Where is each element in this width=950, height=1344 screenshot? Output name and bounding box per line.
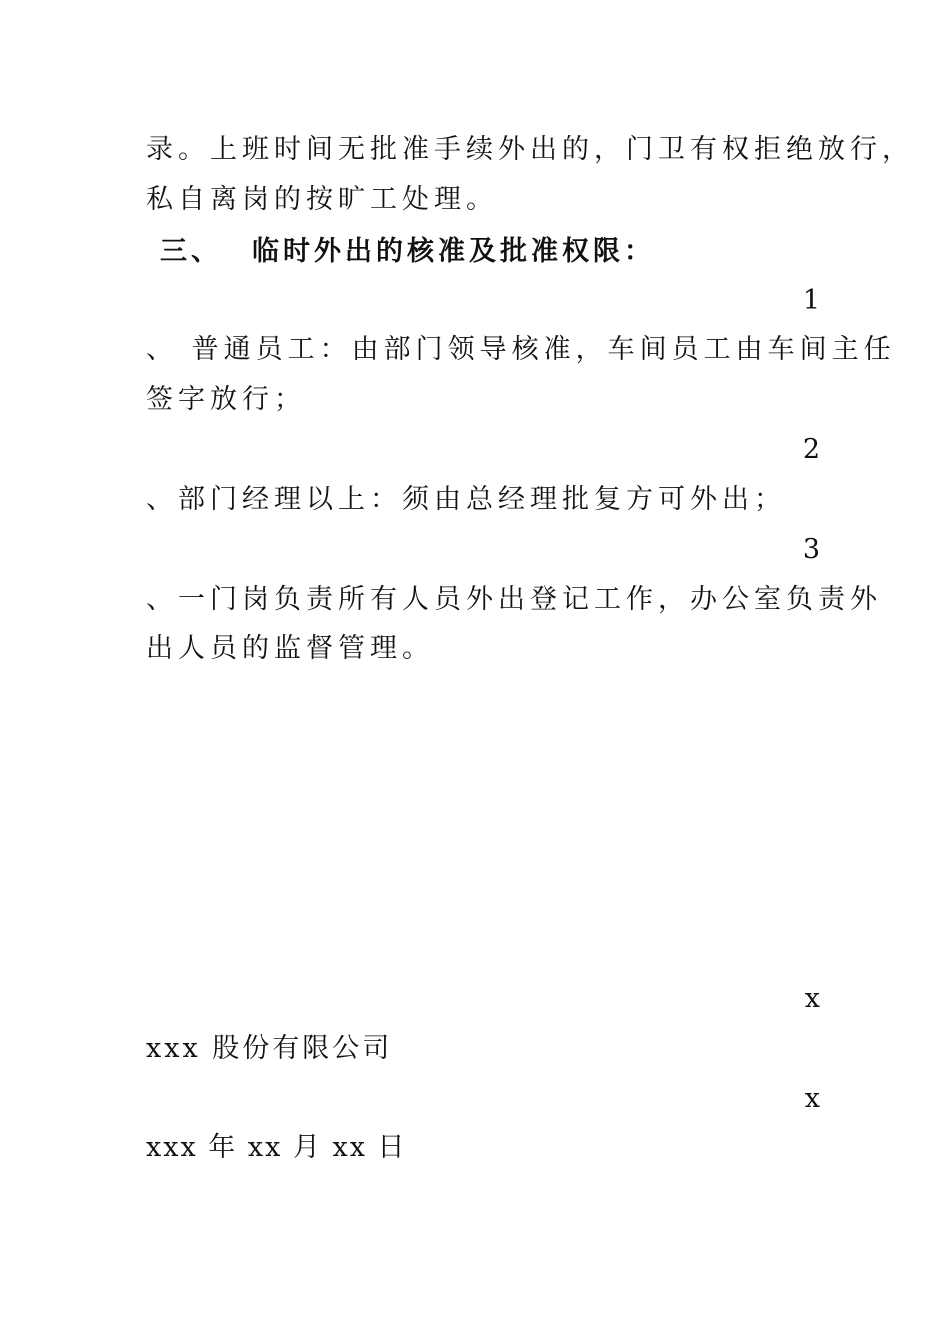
- item-number: 1: [802, 285, 820, 316]
- company-name: xxx 股份有限公司: [146, 1033, 393, 1064]
- item-line: 、 普通员工：由部门领导核准，车间员工由车间主任: [146, 334, 896, 365]
- company-prefix: x: [804, 983, 820, 1014]
- item-number: 2: [802, 434, 820, 465]
- paragraph-line: 录。上班时间无批准手续外出的，门卫有权拒绝放行，: [146, 134, 914, 165]
- section-heading: [160, 235, 655, 269]
- item-line: 出人员的监督管理。: [146, 633, 434, 664]
- signature-date: xxx 年 xx 月 xx 日: [146, 1132, 407, 1163]
- paragraph-line: 私自离岗的按旷工处理。: [146, 184, 498, 215]
- item-number: 3: [802, 534, 820, 565]
- item-line: 、一门岗负责所有人员外出登记工作，办公室负责外: [146, 584, 882, 615]
- section-title: 临时外出的核准及批准权限：: [252, 236, 655, 267]
- section-number: 三、: [160, 236, 222, 267]
- item-line: 、部门经理以上：须由总经理批复方可外出；: [146, 484, 786, 515]
- date-prefix: x: [804, 1083, 820, 1114]
- item-line: 签字放行；: [146, 384, 306, 415]
